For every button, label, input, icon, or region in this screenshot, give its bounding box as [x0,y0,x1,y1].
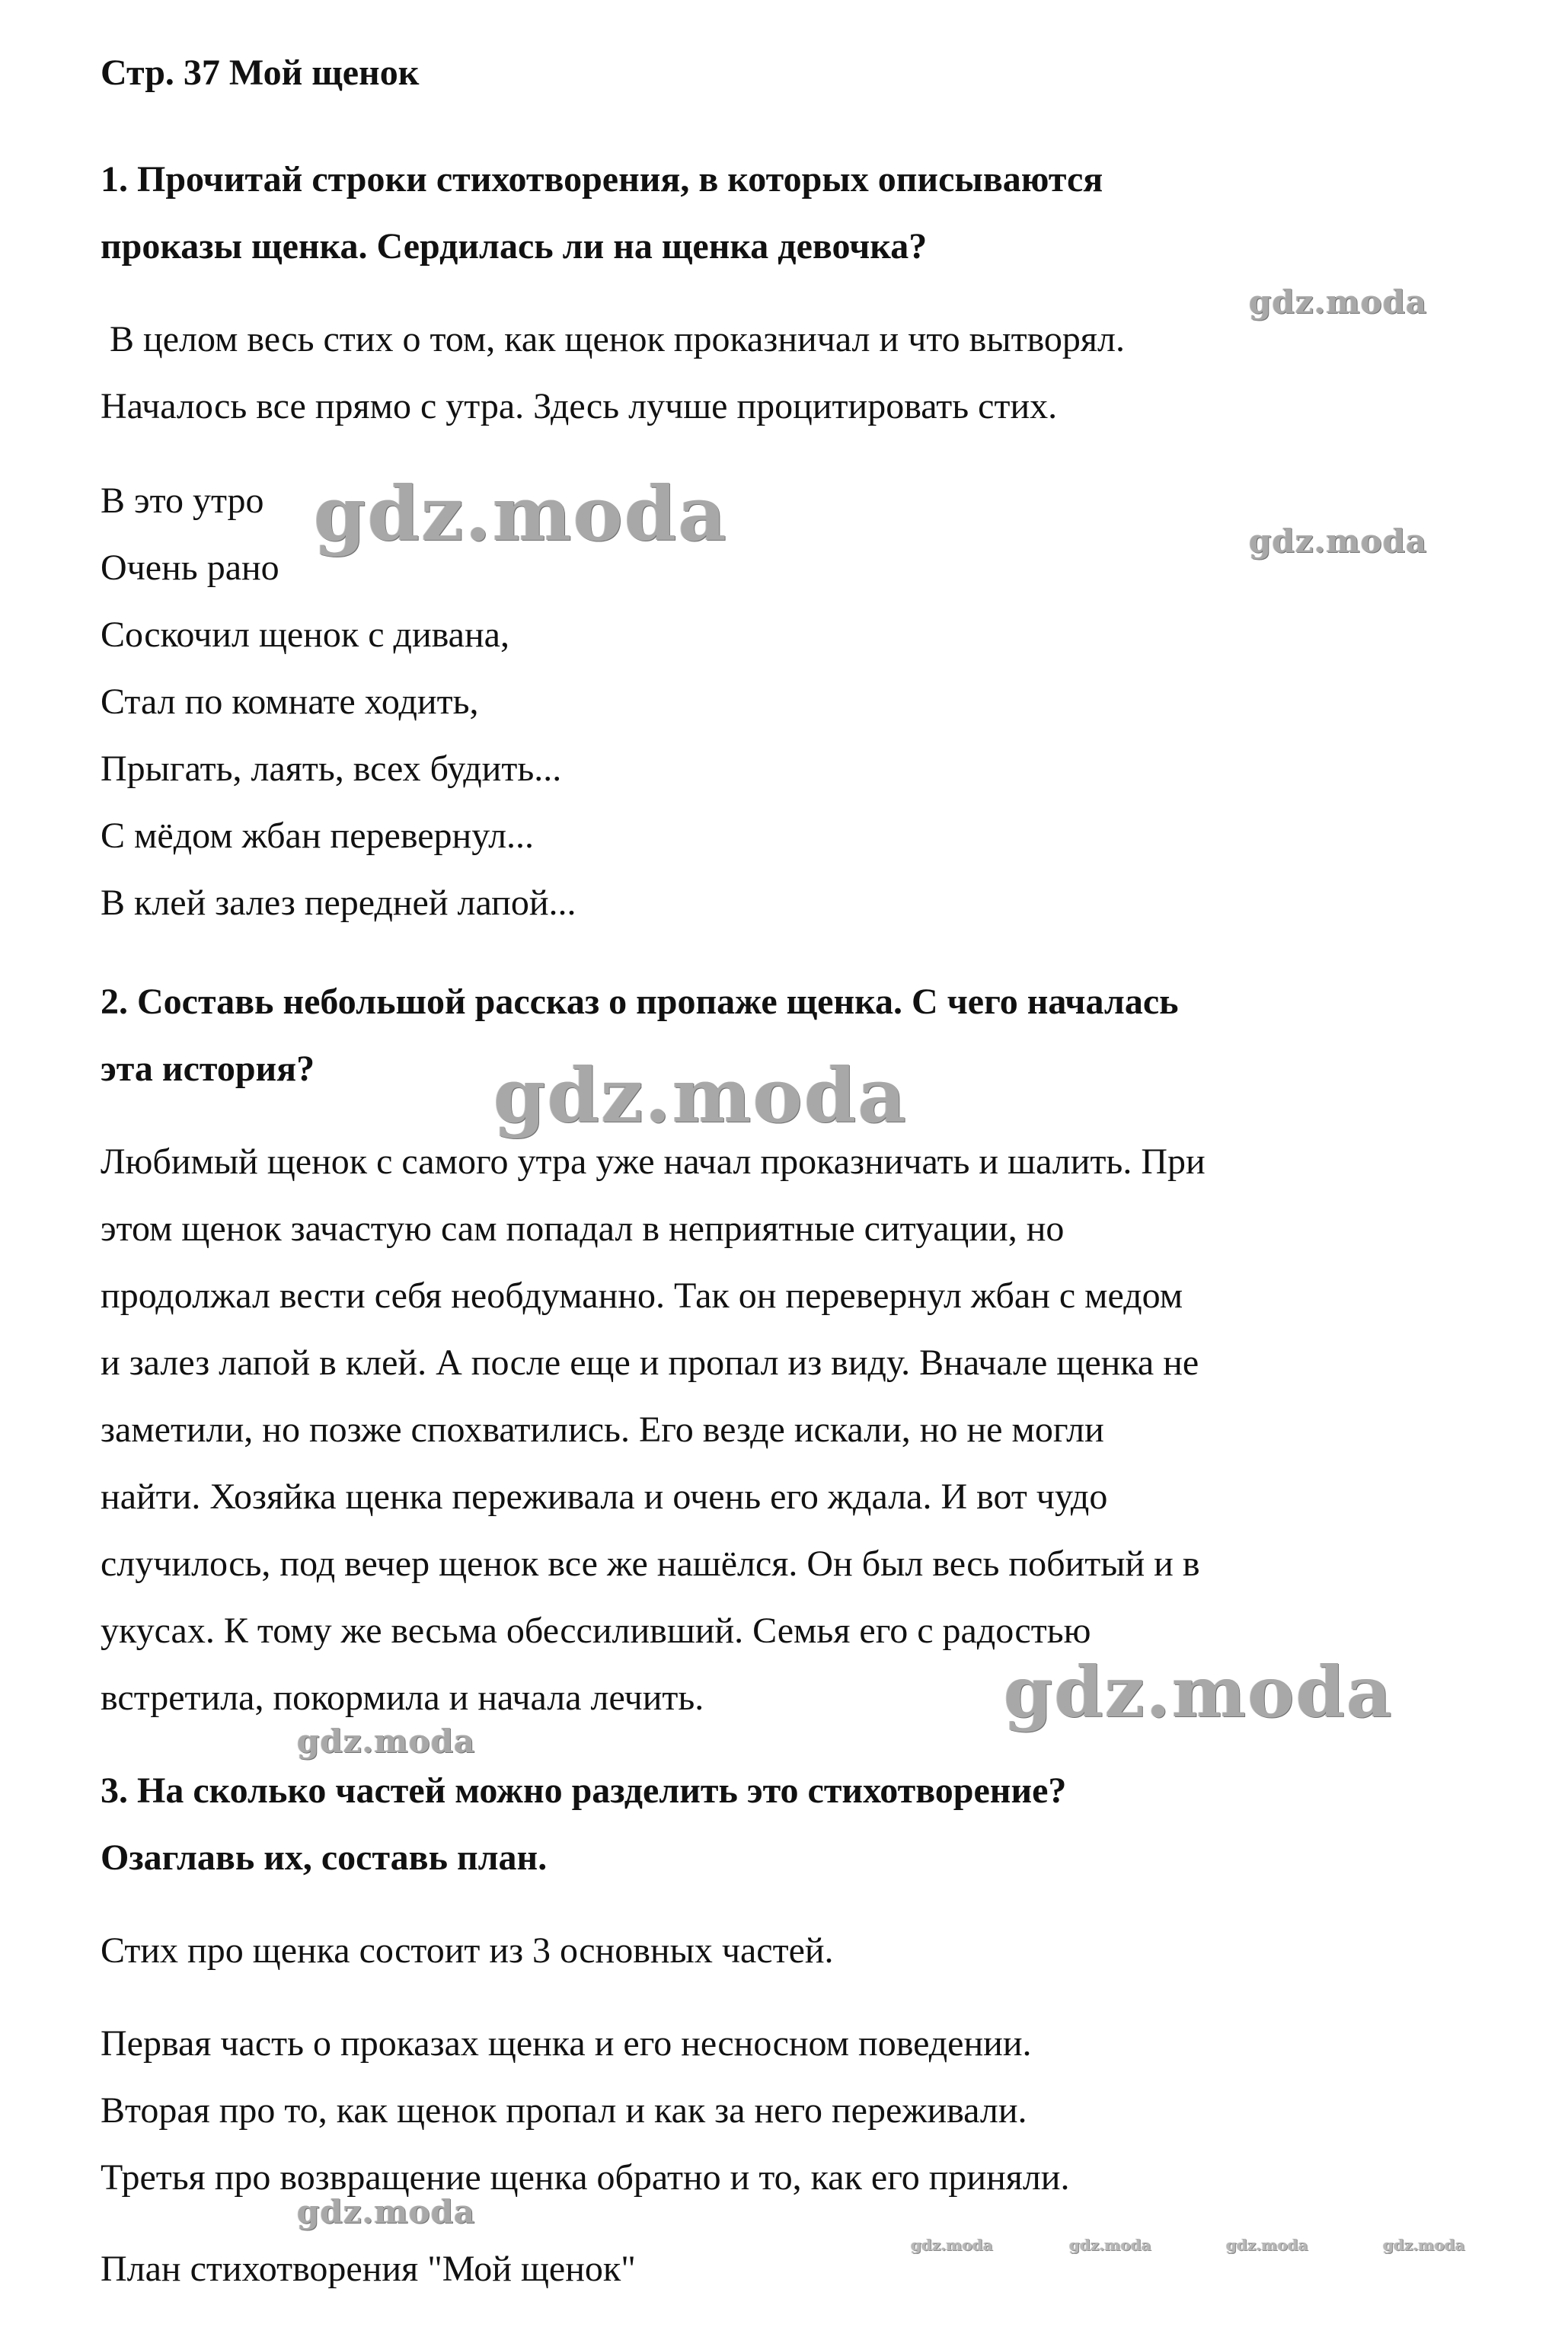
q3-part-line-2: Вторая про то, как щенок пропал и как за него переживали. [101,2090,1027,2131]
watermark: gdz.moda [1249,522,1428,560]
q2-answer-line-9: встретила, покормила и начала лечить. [101,1678,704,1718]
watermark: gdz.moda [314,471,728,558]
watermark: gdz.moda [493,1052,908,1140]
watermark: gdz.moda [1249,283,1428,321]
poem-line-1: В это утро [101,480,264,521]
q3-part-line-1: Первая часть о проказах щенка и его несносном поведении. [101,2023,1032,2064]
watermark: gdz.moda [297,2193,476,2230]
q3-question-line-2: Озаглавь их, составь план. [101,1837,548,1878]
watermark: gdz.moda [297,1722,476,1760]
watermark: gdz.moda [1004,1651,1394,1733]
q3-question-line-1: 3. На сколько частей можно разделить это стихотворение? [101,1770,1067,1811]
q1-question-line-1: 1. Прочитай строки стихотворения, в которых описываются [101,159,1103,200]
poem-line-3: Соскочил щенок с дивана, [101,615,509,655]
q2-answer-line-5: заметили, но позже спохватились. Его везде искали, но не могли [101,1410,1104,1450]
watermark: gdz.moda [1383,2236,1465,2254]
q2-question-line-2: эта история? [101,1049,315,1089]
page-title: Стр. 37 Мой щенок [101,53,420,93]
q1-question-line-2: проказы щенка. Сердилась ли на щенка девочка? [101,226,928,267]
q1-answer-line-2: Началось все прямо с утра. Здесь лучше процитировать стих. [101,386,1058,426]
q2-answer-line-7: случилось, под вечер щенок все же нашёлся. Он был весь побитый и в [101,1544,1200,1584]
watermark: gdz.moda [1226,2236,1308,2254]
q2-answer-line-2: этом щенок зачастую сам попадал в неприятные ситуации, но [101,1208,1065,1249]
q3-part-line-3: Третья про возвращение щенка обратно и то, как его приняли. [101,2157,1070,2198]
q2-answer-line-3: продолжал вести себя необдуманно. Так он перевернул жбан с медом [101,1275,1183,1316]
q1-answer-line-1: В целом весь стих о том, как щенок проказничал и что вытворял. [101,319,1125,359]
watermark: gdz.moda [911,2236,993,2254]
poem-line-5: Прыгать, лаять, всех будить... [101,749,562,789]
q2-question-line-1: 2. Составь небольшой рассказ о пропаже щенка. С чего началась [101,982,1179,1022]
poem-line-2: Очень рано [101,548,279,588]
watermark: gdz.moda [1069,2236,1151,2254]
poem-line-6: С мёдом жбан перевернул... [101,816,535,856]
poem-line-4: Стал по комнате ходить, [101,682,479,722]
q2-answer-line-6: найти. Хозяйка щенка переживала и очень его ждала. И вот чудо [101,1477,1108,1517]
poem-line-7: В клей залез передней лапой... [101,883,576,923]
q3-plan-title: План стихотворения "Мой щенок" [101,2249,636,2289]
q2-answer-line-8: укусах. К тому же весьма обессиливший. Семья его с радостью [101,1611,1091,1651]
q2-answer-line-4: и залез лапой в клей. А после еще и пропал из виду. Вначале щенка не [101,1342,1199,1383]
q2-answer-line-1: Любимый щенок с самого утра уже начал проказничать и шалить. При [101,1141,1206,1182]
q3-answer-intro: Стих про щенка состоит из 3 основных частей. [101,1930,834,1971]
